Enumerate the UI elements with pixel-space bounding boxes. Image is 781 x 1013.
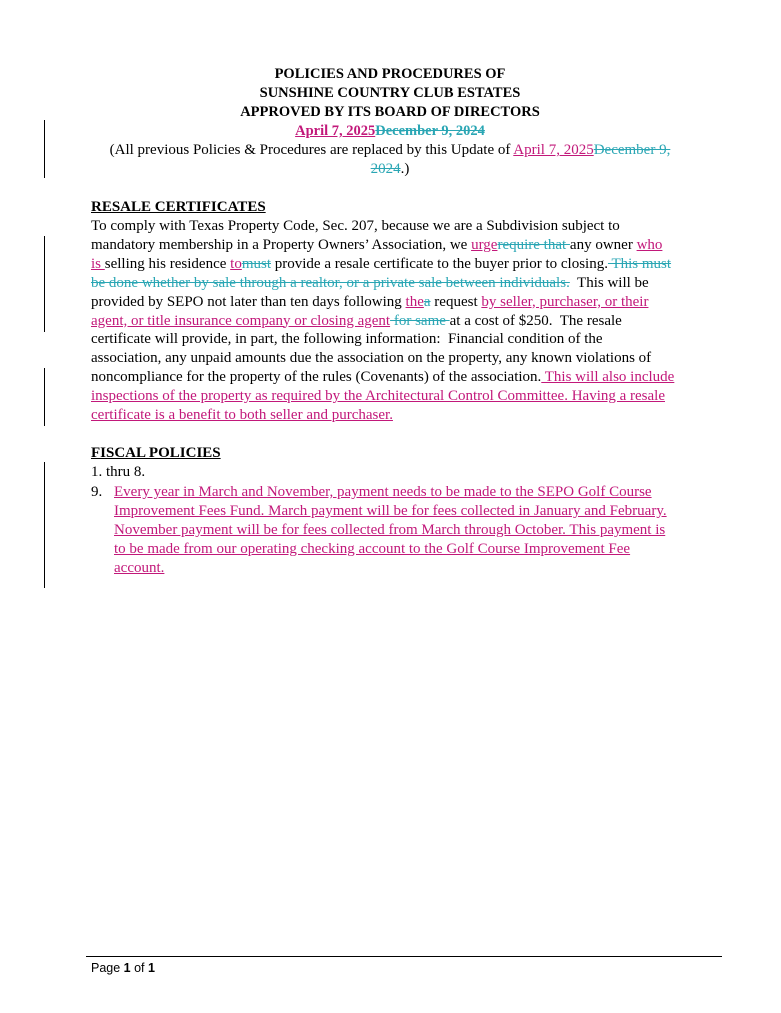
inserted-text: to be made from our operating checking account to the Golf Course Improvement Fee [114,540,631,557]
note-text: (All previous Policies & Procedures are replaced by this Update of [109,142,514,158]
deleted-text: must [241,255,272,272]
change-bar [44,462,45,588]
deleted-text: December 9, 2024 [375,123,485,139]
note-text: .) [400,161,410,177]
inserted-text: certificate is a benefit to both seller and purchaser. [91,407,393,424]
inserted-text: April 7, 2025 [295,123,376,139]
text-line: provided by SEPO not later than ten days following thea request by seller, purchaser, or their [91,293,649,310]
inserted-text: who [636,236,663,253]
inserted-text: is [91,255,105,272]
inserted-text: Improvement Fees Fund. March payment will be for fees collected in January and February. [114,502,667,519]
text-line: mandatory membership in a Property Owners’ Association, we urgerequire that any owner who [91,236,663,253]
inserted-text: the [405,293,424,310]
inserted-text: to [230,255,242,272]
deleted-text: This must [607,255,672,272]
section-heading-resale: RESALE CERTIFICATES [91,199,266,215]
document-title [90,65,690,122]
replacement-note [90,141,690,179]
title-line: POLICIES AND PROCEDURES OF [274,66,506,82]
text-line [91,387,703,406]
deleted-text: a [423,293,431,310]
text-line: certificate will provide, in part, the following information: Financial condition of the [91,331,603,348]
text-line: is selling his residence tomust provide a resale certificate to the buyer prior to closing. This must [91,255,672,272]
inserted-text: Every year in March and November, payment needs to be made to the SEPO Golf Course [114,484,652,500]
change-bar [44,120,45,178]
inserted-text: urge [471,236,498,253]
inserted-text: November payment will be for fees collected from March through October. This payment is [114,521,666,538]
footer-divider [86,956,722,957]
inserted-text: account. [114,559,165,576]
title-line: APPROVED BY ITS BOARD OF DIRECTORS [240,104,540,120]
deleted-text: for same [390,312,450,329]
deleted-text: be done whether by sale through a realtor, or a private sale between individuals. [91,274,570,291]
deleted-text: December 9, [593,142,671,158]
page-number: Page 1 of 1 [91,961,155,975]
inserted-text: This will also include [541,369,675,386]
change-bar [44,368,45,426]
inserted-text: by seller, purchaser, or their [481,293,649,310]
inserted-text: agent, or title insurance company or closing agent [91,312,391,329]
title-line: SUNSHINE COUNTRY CLUB ESTATES [259,85,521,101]
text-line: noncompliance for the property of the rules (Covenants) of the association. This will also include [91,369,675,386]
approval-date [90,122,690,141]
text-line: be done whether by sale through a realtor, or a private sale between individuals. This will be [91,274,649,291]
resale-paragraph [91,217,703,425]
deleted-text: 2024 [370,161,401,177]
text-line: To comply with Texas Property Code, Sec. 207, because we are a Subdivision subject to [91,218,620,234]
inserted-text: April 7, 2025 [513,142,594,158]
section-heading-fiscal: FISCAL POLICIES [91,445,221,461]
fiscal-range-item: 1. thru 8. [91,464,146,480]
inserted-text: inspections of the property as required by the Architectural Control Committee. Having a resale [91,388,665,405]
text-line: association, any unpaid amounts due the association on the property, any known violations of [91,350,652,367]
deleted-text: require that [497,236,570,253]
fiscal-item-9 [114,483,704,578]
change-bar [44,236,45,332]
text-line [91,406,703,425]
text-line: agent, or title insurance company or closing agent for same at a cost of $250. The resale [91,312,622,329]
fiscal-item-9-number: 9. [91,484,103,500]
